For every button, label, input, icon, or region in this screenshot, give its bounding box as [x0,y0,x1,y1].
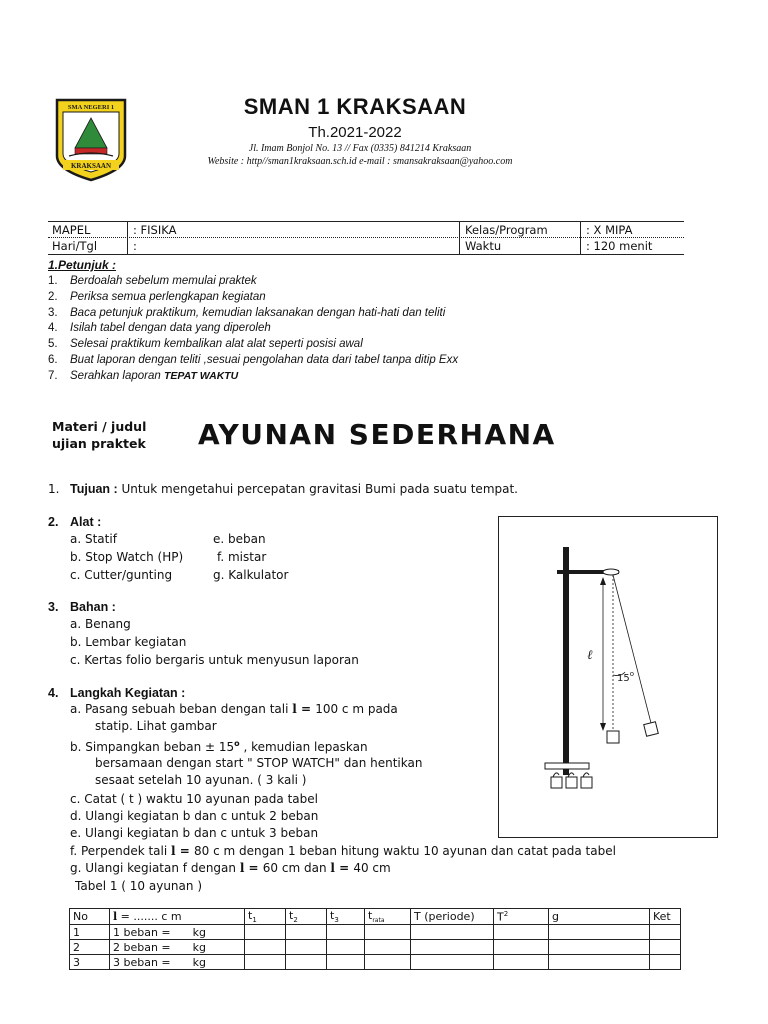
list-text: Baca petunjuk praktikum, kemudian laksanakan dengan hati-hati dan teliti [70,306,446,319]
bahan-item-a: a. Benang [70,617,131,631]
cell-t1[interactable] [245,940,286,955]
cell-beban: 2 beban = kg [110,940,245,955]
list-item [48,291,458,307]
list-item [48,338,458,354]
alat-item-f: f. mistar [217,550,267,564]
col-length: l = ....... c m [110,909,245,925]
col-ket: Ket [650,909,681,925]
col-g: g [549,909,650,925]
alat-item-a: a. Statif [70,532,117,546]
results-table [69,908,681,970]
mapel-label: MAPEL [52,223,91,237]
petunjuk-list [48,275,458,386]
col-t1: $t_1$ [245,909,286,925]
list-item [48,307,458,323]
hari-label: Hari/Tgl [52,239,98,253]
table-header-row [70,909,681,925]
cell-beban: 1 beban = kg [110,925,245,940]
list-text: Berdoalah sebelum memulai praktek [70,275,257,287]
alat-item-b: b. Stop Watch (HP) [70,550,184,564]
stand-base [545,763,589,769]
col-period: T (periode) [411,909,494,925]
cell-t1[interactable] [245,925,286,940]
col-t-squared: $T^2$ [494,909,549,925]
cell-t-squared[interactable] [494,955,549,970]
cell-period[interactable] [411,940,494,955]
alat-item-e: e. beban [213,532,266,546]
cell-period[interactable] [411,955,494,970]
cell-g[interactable] [549,940,650,955]
info-divider-3 [580,221,581,254]
langkah-b-cont2: sesaat setelah 10 ayunan. ( 3 kali ) [95,773,307,787]
list-text: Isilah tabel dengan data yang diperoleh [70,322,271,335]
cell-g[interactable] [549,925,650,940]
list-text: Buat laporan dengan teliti ,sesuai pengolahan data dari tabel tanpa ditip Exx [70,353,459,366]
list-item [48,322,458,338]
school-address: Jl. Imam Bonjol No. 13 // Fax (0335) 841214 Kraksaan [248,143,472,154]
langkah-a-cont: statip. Lihat gambar [95,719,217,733]
kelas-value: : X MIPA [586,223,633,237]
school-name: SMAN 1 KRAKSAAN [243,94,467,119]
cell-t2[interactable] [286,925,327,940]
col-t2: $t_2$ [286,909,327,925]
bahan-item-c: c. Kertas folio bergaris untuk menyusun laporan [70,653,359,667]
spare-weights [551,773,592,788]
list-item [48,370,458,386]
waktu-value: : 120 menit [586,239,653,253]
alat-item-g: g. Kalkulator [213,568,289,582]
logo-top-text: SMA NEGERI 1 [67,104,115,111]
list-number: 1. [48,275,58,287]
cell-beban: 3 beban = kg [110,955,245,970]
langkah-e: e. Ulangi kegiatan b dan c untuk 3 beban [70,826,319,840]
cell-t1[interactable] [245,955,286,970]
academic-year: Th.2021-2022 [308,124,402,141]
school-logo [55,98,127,182]
langkah-b: b. Simpangkan beban ± $15^o$ , kemudian lepaskan [70,739,368,754]
bahan-heading: 3. Bahan : [48,600,116,614]
langkah-d: d. Ulangi kegiatan b dan c untuk 2 beban [70,809,319,823]
list-text: Selesai praktikum kembalikan alat alat seperti posisi awal [70,338,363,351]
cell-t3[interactable] [327,925,365,940]
cell-g[interactable] [549,955,650,970]
tujuan-label: Tujuan : [70,482,118,496]
materi-label-line2: ujian praktek [52,436,146,451]
stand-rod [563,547,569,775]
mapel-value: : FISIKA [133,223,177,237]
waktu-label: Waktu [465,239,502,253]
length-label: ℓ [587,648,593,663]
pendulum-string [613,575,651,723]
cell-trata[interactable] [365,955,411,970]
practical-title: AYUNAN SEDERHANA [198,418,556,451]
list-text-emphasis: TEPAT WAKTU [164,369,239,382]
cell-t-squared[interactable] [494,940,549,955]
col-no: No [70,909,110,925]
arrow-head-up-icon [600,577,606,585]
cell-no: 2 [70,940,110,955]
langkah-f: f. Perpendek tali l = 80 c m dengan 1 beban hitung waktu 10 ayunan dan catat pada tabel [70,844,616,858]
clamp-icon [603,569,619,575]
arrow-head-down-icon [600,723,606,731]
cell-period[interactable] [411,925,494,940]
tujuan-number: 1. [48,482,60,496]
info-top-rule [48,221,684,222]
cell-t2[interactable] [286,955,327,970]
cell-ket[interactable] [650,940,681,955]
cell-t-squared[interactable] [494,925,549,940]
langkah-heading: 4. Langkah Kegiatan : [48,686,186,700]
col-trata: $t_{rata}$ [365,909,411,925]
col-t3: $t_3$ [327,909,365,925]
langkah-c: c. Catat ( t ) waktu 10 ayunan pada tabel [70,792,318,806]
table-caption: Tabel 1 ( 10 ayunan ) [75,879,202,893]
cell-ket[interactable] [650,925,681,940]
school-address-block [130,142,590,168]
pendulum-diagram [498,516,718,838]
list-text: Serahkan laporan [70,369,161,382]
info-bottom-rule [48,254,684,255]
table-row [70,955,681,970]
materi-label [52,418,146,452]
cell-t3[interactable] [327,940,365,955]
langkah-a: a. Pasang sebuah beban dengan tali l = 100 c m pada [70,702,398,716]
hari-value: : [133,239,137,253]
info-mid-rule [48,237,684,238]
list-number: 3. [48,306,58,319]
info-divider-1 [127,221,128,254]
cell-no: 1 [70,925,110,940]
alat-item-c: c. Cutter/gunting [70,568,173,582]
list-number: 2. [48,290,58,303]
table-row [70,925,681,940]
angle-label: 15$^o$ [617,670,635,684]
bob-rest [607,731,619,743]
info-divider-2 [459,221,460,254]
tujuan-line [48,482,518,496]
list-item [48,275,458,291]
materi-label-line1: Materi / judul [52,419,147,434]
alat-heading: 2. Alat : [48,515,102,529]
cell-t3[interactable] [327,955,365,970]
list-item [48,354,458,370]
kelas-label: Kelas/Program [465,223,548,237]
table-row [70,940,681,955]
langkah-g: g. Ulangi kegiatan f dengan l = 60 cm dan l = 40 cm [70,861,391,875]
cell-no: 3 [70,955,110,970]
bob-displaced [644,722,659,737]
list-number: 4. [48,322,58,335]
cell-ket[interactable] [650,955,681,970]
langkah-b-cont1: bersamaan dengan start " STOP WATCH" dan hentikan [95,756,423,770]
tujuan-text: Untuk mengetahui percepatan gravitasi Bumi pada suatu tempat. [117,482,518,496]
logo-bottom-text: KRAKSAAN [70,162,112,170]
cell-trata[interactable] [365,925,411,940]
cell-t2[interactable] [286,940,327,955]
bahan-item-b: b. Lembar kegiatan [70,635,187,649]
list-text: Periksa semua perlengkapan kegiatan [70,290,266,303]
petunjuk-heading: 1.Petunjuk : [48,258,117,272]
school-website: Website : http//sman1kraksaan.sch.id e-mail : smansakraksaan@yahoo.com [207,156,513,167]
list-number: 7. [48,369,58,382]
list-number: 6. [48,353,58,366]
list-number: 5. [48,338,58,351]
cell-trata[interactable] [365,940,411,955]
